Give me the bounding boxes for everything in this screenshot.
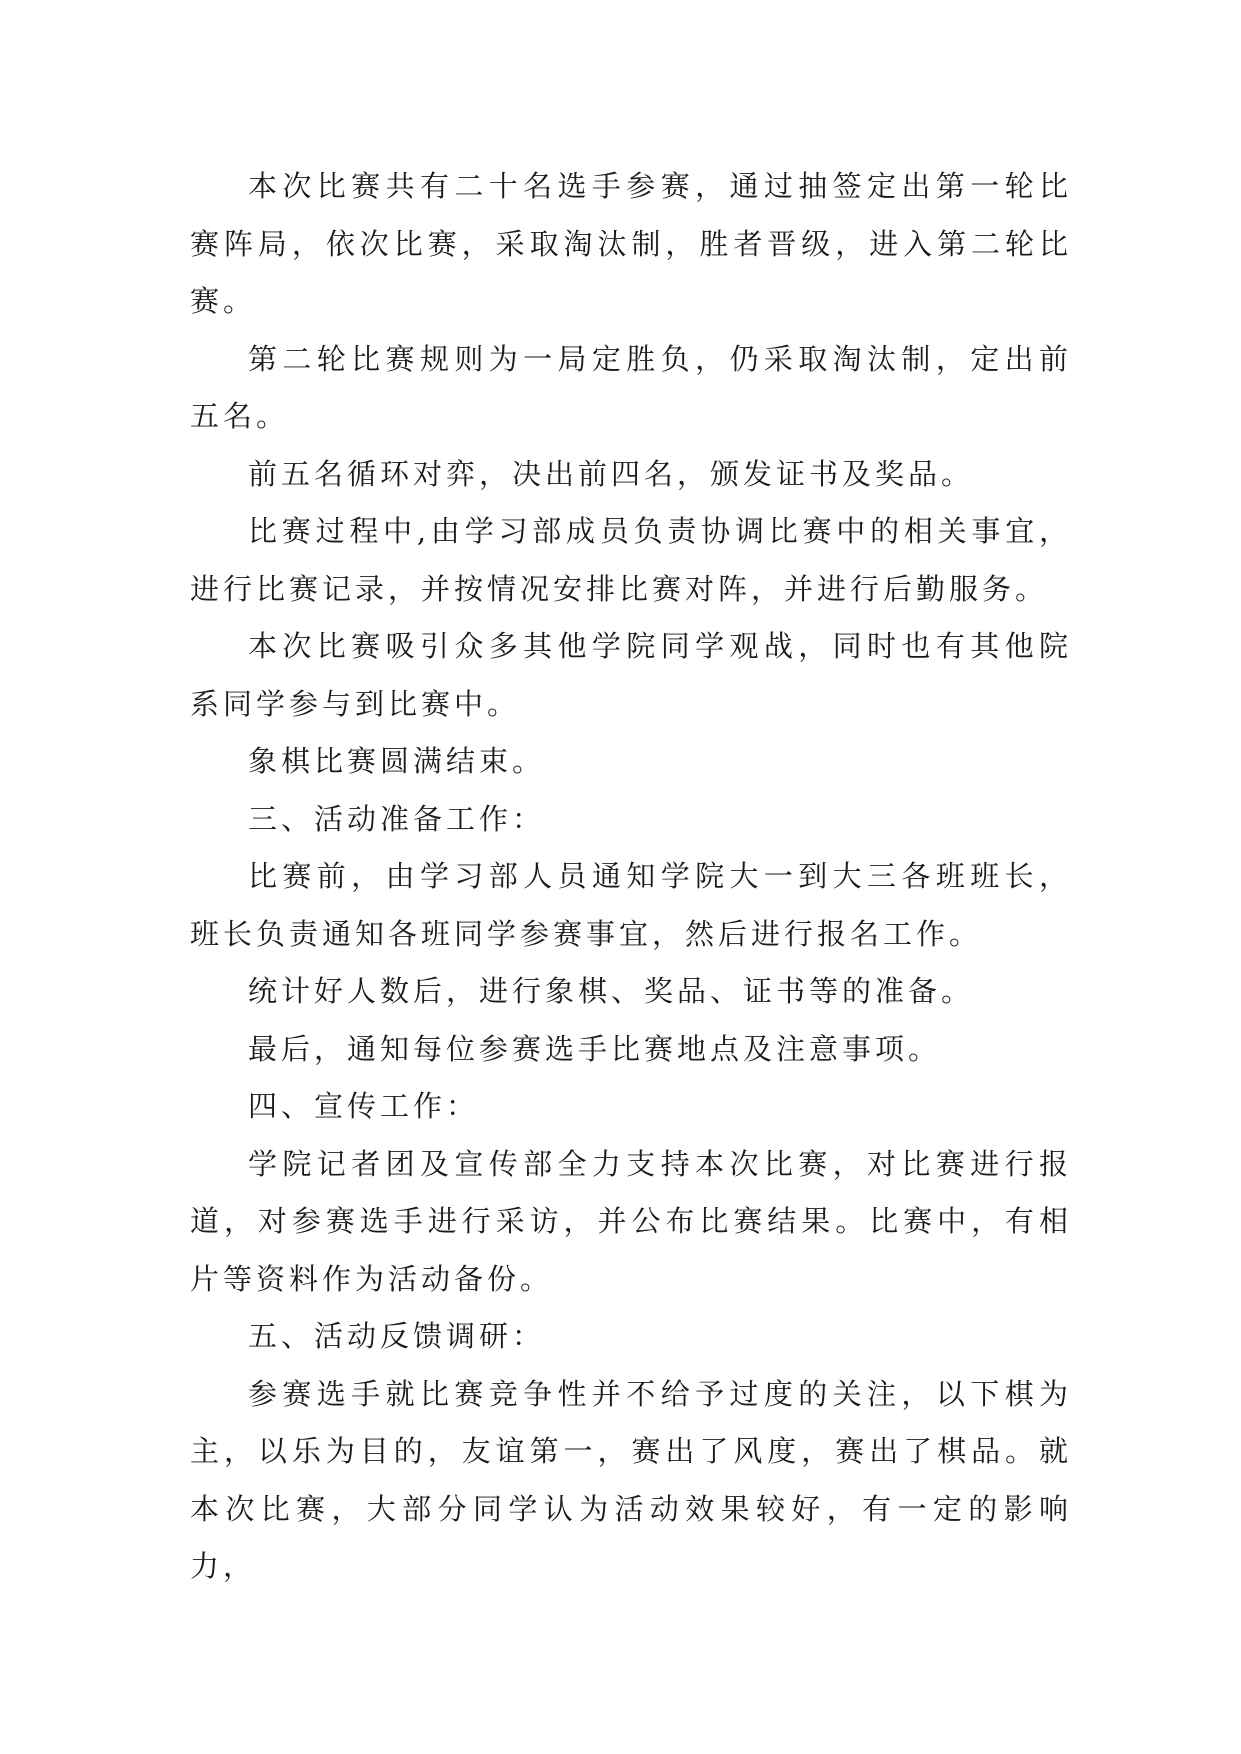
- section-heading: 四、宣传工作：: [248, 1089, 480, 1123]
- section-heading: 三、活动准备工作：: [248, 801, 546, 836]
- section-heading: 五、活动反馈调研：: [248, 1319, 546, 1353]
- paragraph: 比赛前，由学习部人员通知学院大一到大三各班班长，班长负责通知各班同学参赛事宜，然后进行报名工作。: [190, 859, 1072, 951]
- paragraph: 统计好人数后，进行象棋、奖品、证书等的准备。: [248, 974, 975, 1008]
- paragraph: 本次比赛共有二十名选手参赛，通过抽签定出第一轮比赛阵局，依次比赛，采取淘汰制，胜者晋级，进入第二轮比赛。: [190, 169, 1072, 318]
- paragraph: 参赛选手就比赛竞争性并不给予过度的关注，以下棋为主，以乐为目的，友谊第一，赛出了风度，赛出了棋品。就本次比赛，大部分同学认为活动效果较好，有一定的影响力，: [190, 1376, 1072, 1583]
- paragraph: 比赛过程中,由学习部成员负责协调比赛中的相关事宜，进行比赛记录，并按情况安排比赛对阵，并进行后勤服务。: [190, 514, 1072, 606]
- paragraph: 本次比赛吸引众多其他学院同学观战，同时也有其他院系同学参与到比赛中。: [190, 629, 1072, 721]
- paragraph: 象棋比赛圆满结束。: [248, 744, 546, 778]
- document-body: [190, 158, 1072, 1596]
- paragraph: 学院记者团及宣传部全力支持本次比赛，对比赛进行报道，对参赛选手进行采访，并公布比赛结果。比赛中，有相片等资料作为活动备份。: [190, 1146, 1072, 1296]
- paragraph: 第二轮比赛规则为一局定胜负，仍采取淘汰制，定出前五名。: [190, 341, 1072, 433]
- paragraph: 最后，通知每位参赛选手比赛地点及注意事项。: [248, 1031, 942, 1066]
- paragraph: 前五名循环对弈，决出前四名，颁发证书及奖品。: [248, 456, 975, 491]
